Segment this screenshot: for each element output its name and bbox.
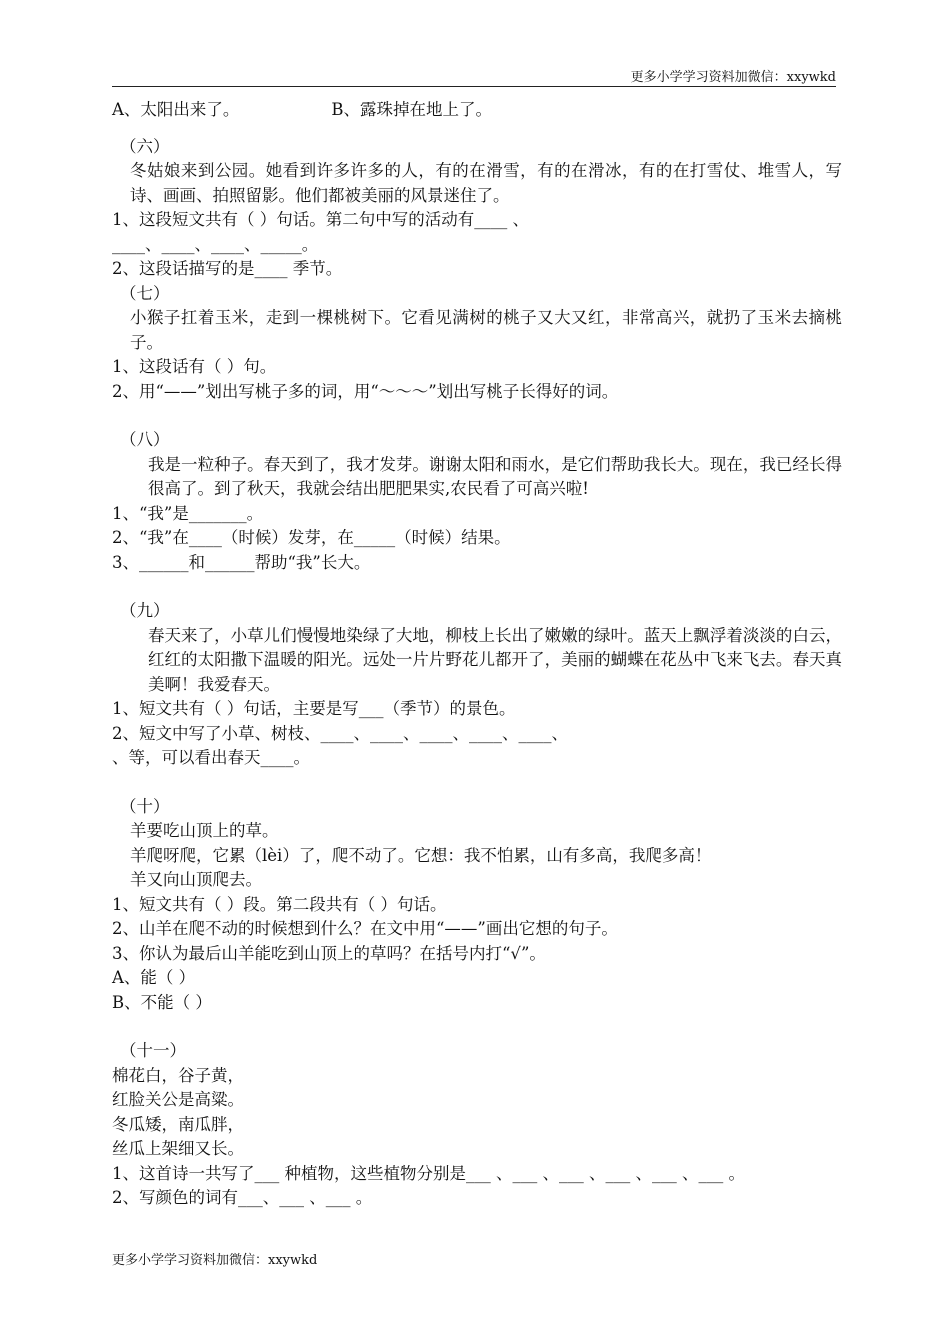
section-heading-8: （八）	[120, 430, 170, 449]
question-9-2-cont: 、等，可以看出春天____。	[112, 748, 310, 767]
passage-6: 冬姑娘来到公园。她看到许多许多的人，有的在滑雪，有的在滑冰，有的在打雪仗、堆雪人，写诗、画画、拍照留影。他们都被美丽的风景迷住了。	[130, 161, 842, 205]
passage-10-p2: 羊爬呀爬，它累（lèi）了，爬不动了。它想：我不怕累，山有多高，我爬多高！	[130, 845, 712, 865]
section-heading-7: （七）	[120, 283, 170, 303]
question-8-3: 3、______和______帮助“我”长大。	[112, 552, 371, 572]
poem-line-2: 红脸关公是高粱。	[112, 1090, 244, 1109]
question-7-1: 1、这段话有（ ）句。	[112, 357, 277, 376]
option-b: B、露珠掉在地上了。	[331, 100, 493, 119]
question-11-1: 1、这首诗一共写了___ 种植物，这些植物分别是___ 、___ 、___ 、___ 、___ 、___ 。	[112, 1163, 745, 1183]
option-a: A、太阳出来了。	[112, 100, 240, 119]
section-heading-10: （十）	[120, 796, 170, 816]
poem-line-3: 冬瓜矮，南瓜胖，	[112, 1114, 244, 1134]
section-heading-9: （九）	[120, 601, 170, 620]
passage-8: 我是一粒种子。春天到了，我才发芽。谢谢太阳和雨水，是它们帮助我长大。现在，我已经长得很高了。到了秋天，我就会结出肥肥果实,农民看了可高兴啦!	[148, 454, 842, 498]
passage-7: 小猴子扛着玉米，走到一棵桃树下。它看见满树的桃子又大又红，非常高兴，就扔了玉米去摘桃子。	[130, 308, 842, 352]
page-footer: 更多小学学习资料加微信：xxywkd	[112, 1253, 318, 1268]
question-10-2: 2、山羊在爬不动的时候想到什么？在文中用“——”画出它想的句子。	[112, 919, 618, 938]
question-6-1-blanks: ____、____、____、_____。	[112, 234, 319, 254]
question-6-2: 2、这段话描写的是____ 季节。	[112, 259, 343, 278]
section-heading-6: （六）	[120, 136, 170, 156]
question-6-1: 1、这段短文共有（ ）句话。第二句中写的活动有____ 、	[112, 210, 529, 229]
question-10-3: 3、你认为最后山羊能吃到山顶上的草吗？在括号内打“√”。	[112, 943, 546, 963]
question-8-2: 2、“我”在____（时候）发芽，在_____（时候）结果。	[112, 528, 511, 547]
question-7-2: 2、用“——”划出写桃子多的词，用“～～～”划出写桃子长得好的词。	[112, 381, 619, 401]
question-10-1: 1、短文共有（ ）段。第二段共有（ ）句话。	[112, 894, 447, 914]
question-9-1: 1、短文共有（ ）句话，主要是写___（季节）的景色。	[112, 699, 516, 718]
question-11-2: 2、写颜色的词有___、___ 、___ 。	[112, 1188, 373, 1207]
header-text: 更多小学学习资料加微信：xxywkd	[630, 70, 836, 85]
passage-10-p1: 羊要吃山顶上的草。	[130, 821, 279, 840]
answer-options-line	[112, 98, 842, 123]
passage-9: 春天来了，小草儿们慢慢地染绿了大地，柳枝上长出了嫩嫩的绿叶。蓝天上飘浮着淡淡的白云，红红的太阳撒下温暖的阳光。远处一片片野花儿都开了，美丽的蝴蝶在花丛中飞来飞去。春天真美啊！我爱春天。	[148, 625, 842, 694]
section-heading-11: （十一）	[120, 1041, 186, 1060]
poem-line-4: 丝瓜上架细又长。	[112, 1139, 244, 1158]
worksheet-content	[112, 98, 842, 1211]
option-10-b: B、不能（ ）	[112, 992, 212, 1012]
question-8-1: 1、“我”是_______。	[112, 503, 264, 523]
option-10-a: A、能（ ）	[112, 968, 196, 987]
passage-10-p3: 羊又向山顶爬去。	[130, 870, 262, 889]
question-9-2: 2、短文中写了小草、树枝、____、____、____、____、____、	[112, 723, 568, 743]
page-header	[112, 60, 836, 87]
poem-line-1: 棉花白，谷子黄，	[112, 1065, 244, 1085]
